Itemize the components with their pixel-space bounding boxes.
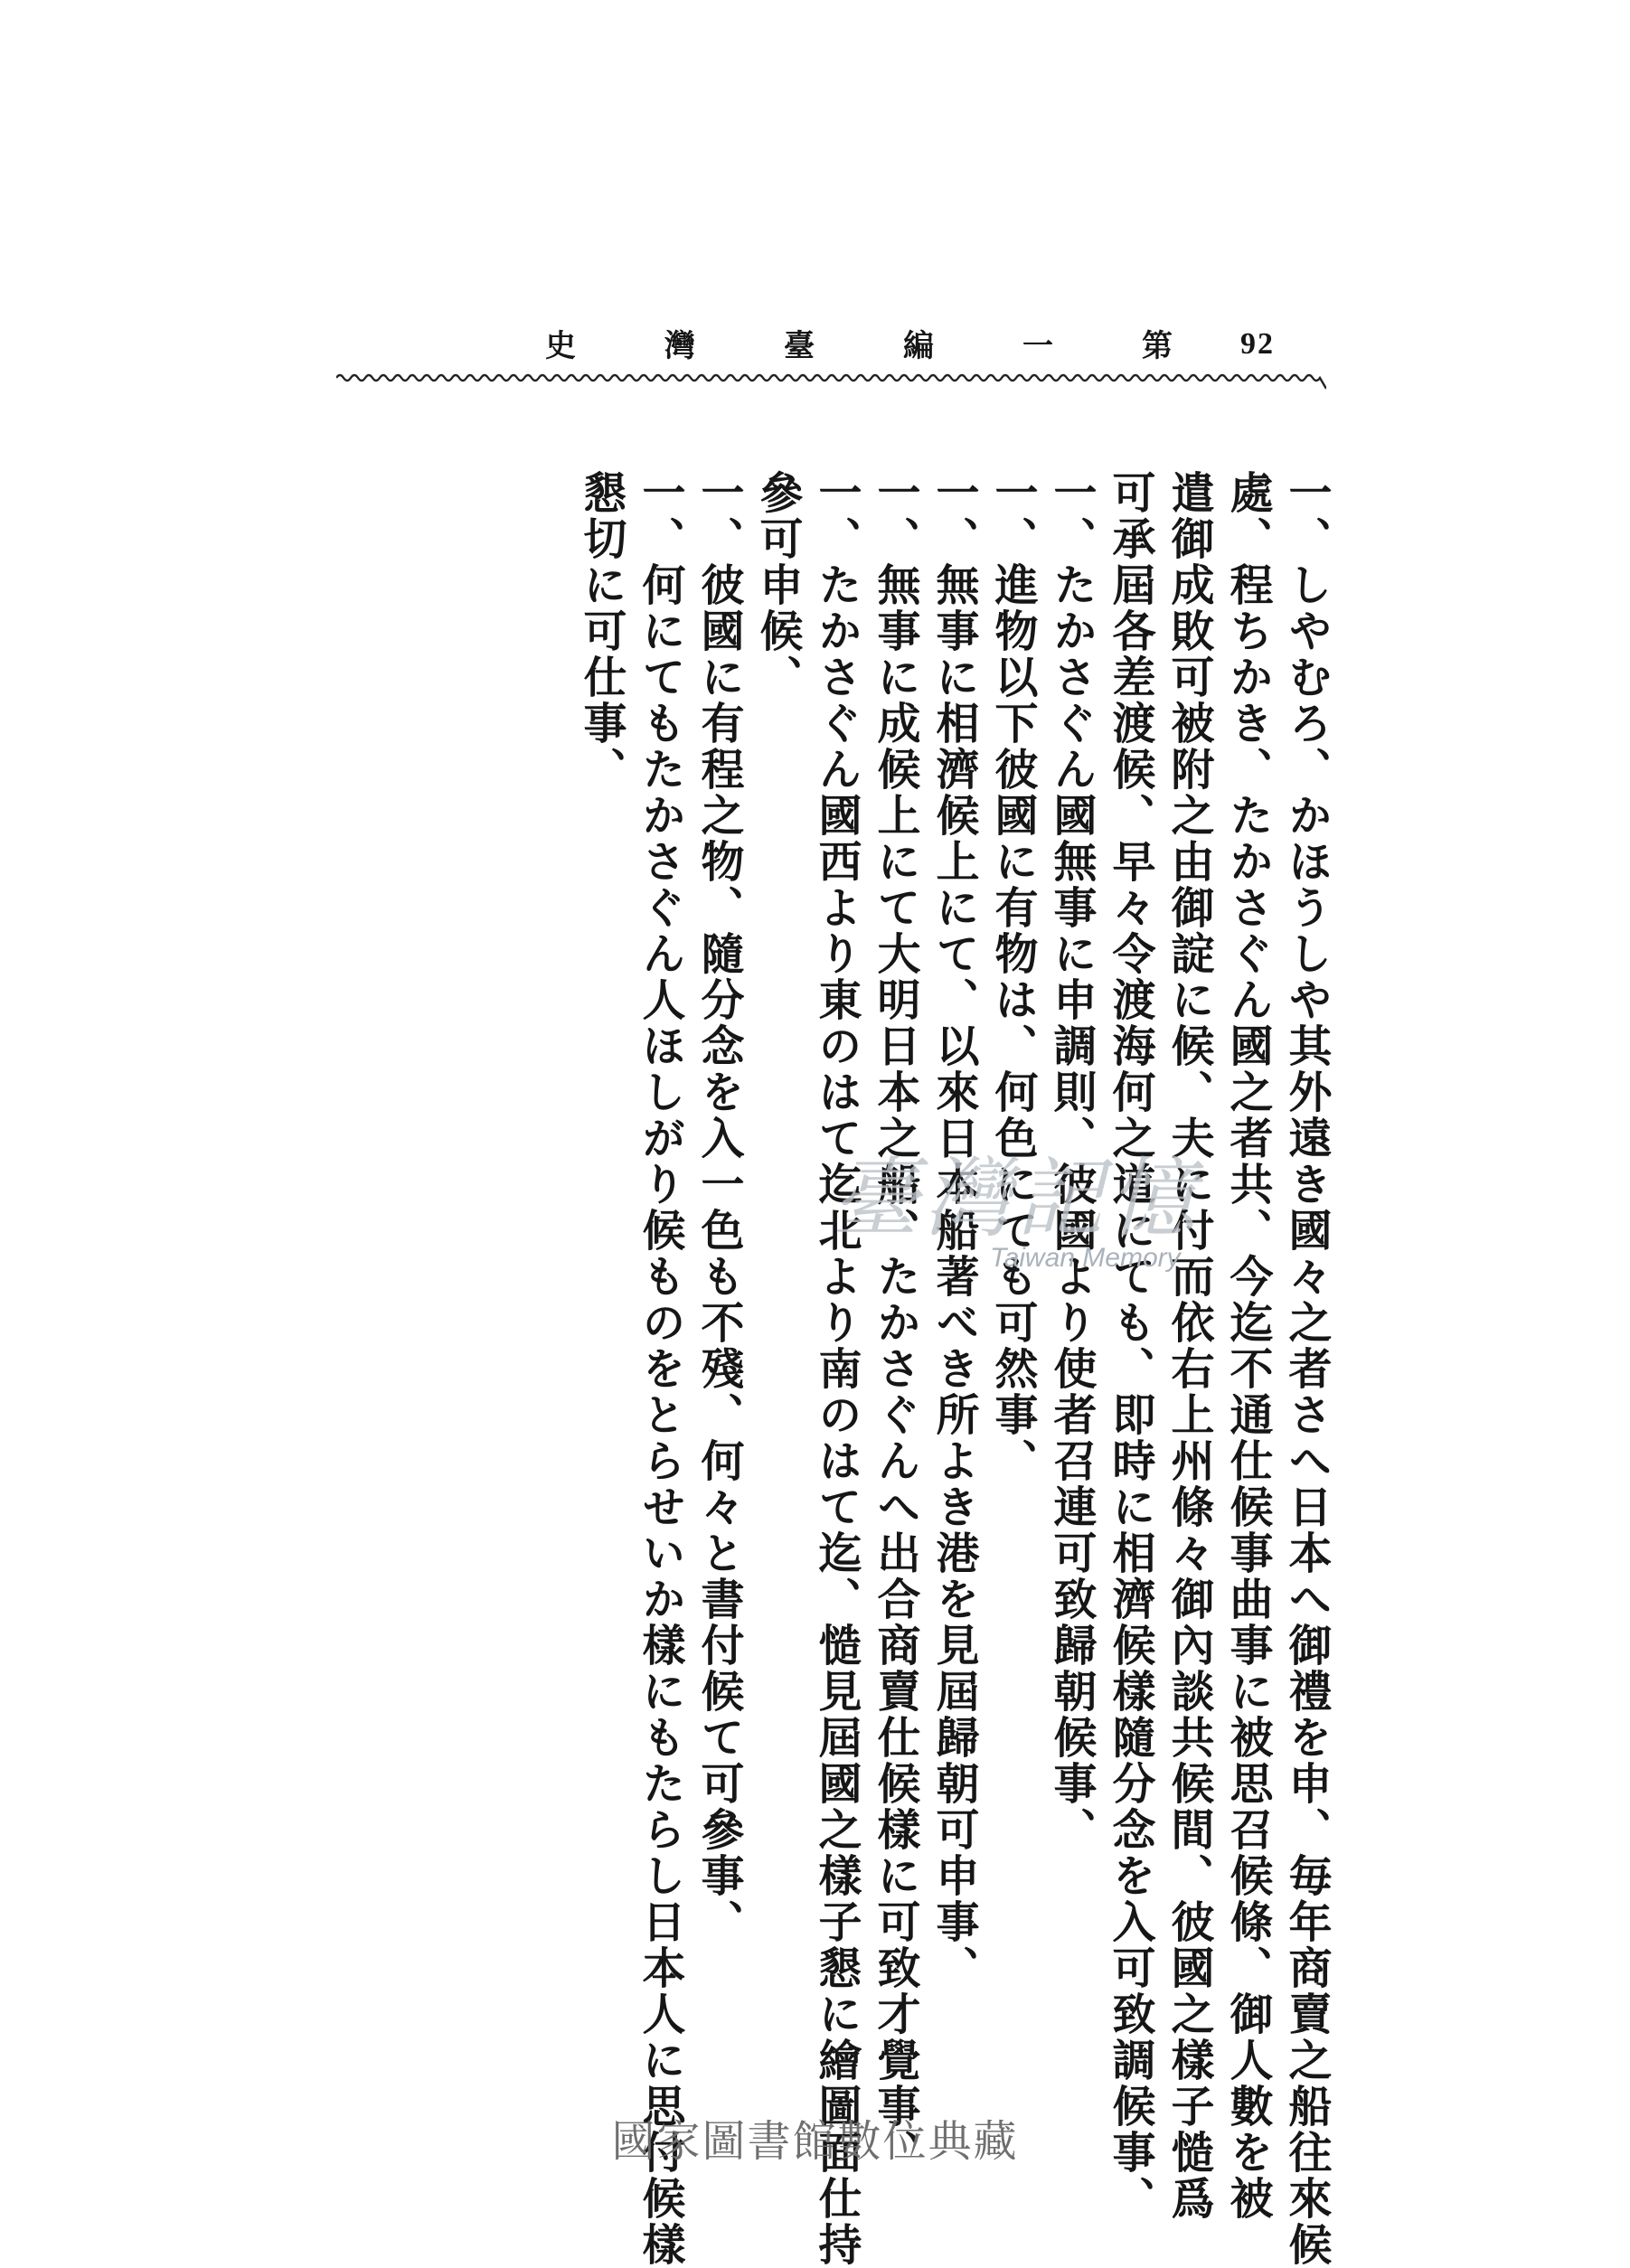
header-char: 一 — [1022, 328, 1053, 364]
watermark-main-text: 臺灣記憶 — [832, 1148, 1201, 1249]
text-column: 遣御成敗可被附之由御諚に候、夫に付而依右上州條々御內談共候間、彼國之樣子慥爲 — [1164, 470, 1214, 2222]
watermark-sub-text: Taiwan Memory — [990, 1243, 1181, 1273]
page-number: 92 — [1240, 327, 1275, 361]
header-char: 臺 — [784, 328, 815, 364]
text-column: 懇切に可仕事、 — [576, 470, 627, 793]
text-column: 一、たかさぐん國西より東のはて迄北より南のはて迄、慥見屆國之樣子懇に繪圖面仕持 — [811, 470, 862, 2268]
archive-footer: 國家圖書館數位典藏 — [611, 2116, 1019, 2167]
header-char: 編 — [903, 328, 934, 364]
header-char: 史 — [545, 328, 576, 364]
text-column: 一、無事に相濟候上にて、以來日本船著べき所よき港を見屆歸朝可申事、 — [928, 470, 979, 1991]
header-char: 灣 — [664, 328, 695, 364]
text-column: 一、しやむろ、かほうしや其外遠き國々之者さへ日本へ御禮を申、毎年商賣之船往來候 — [1281, 470, 1332, 2268]
text-column: 一、彼國に有程之物、隨分念を入一色も不殘、何々と書付候て可參事、 — [693, 470, 744, 1945]
running-header-title — [542, 321, 1175, 365]
text-column: 一、たかさぐん國無事に申調則、彼國より使者召連可致歸朝候事、 — [1046, 470, 1097, 1853]
text-column: 可承屆各差渡候、早々令渡海何之道にても、即時に相濟候樣隨分念を入可致調候事、 — [1105, 470, 1155, 2222]
text-column: 一、無事に成候上にて大明日本之船、たかさぐんへ出合商賣仕候樣に可致才覺事、 — [870, 470, 920, 2176]
text-column: 一、進物以下彼國に有物は、何色にても可然事、 — [987, 470, 1038, 1484]
text-column: 參可申候、 — [752, 470, 803, 701]
text-column: 處、程ちかき、たかさぐん國之者共、今迄不通仕候事曲事に被思召候條、御人數を被 — [1222, 470, 1273, 2222]
wavy-header-rule — [336, 371, 1326, 392]
text-column: 一、何にてもたかさぐん人ほしがり候ものをとらせいか樣にもたらし日本人に思付候樣 — [635, 470, 685, 2268]
header-char: 第 — [1142, 328, 1173, 364]
